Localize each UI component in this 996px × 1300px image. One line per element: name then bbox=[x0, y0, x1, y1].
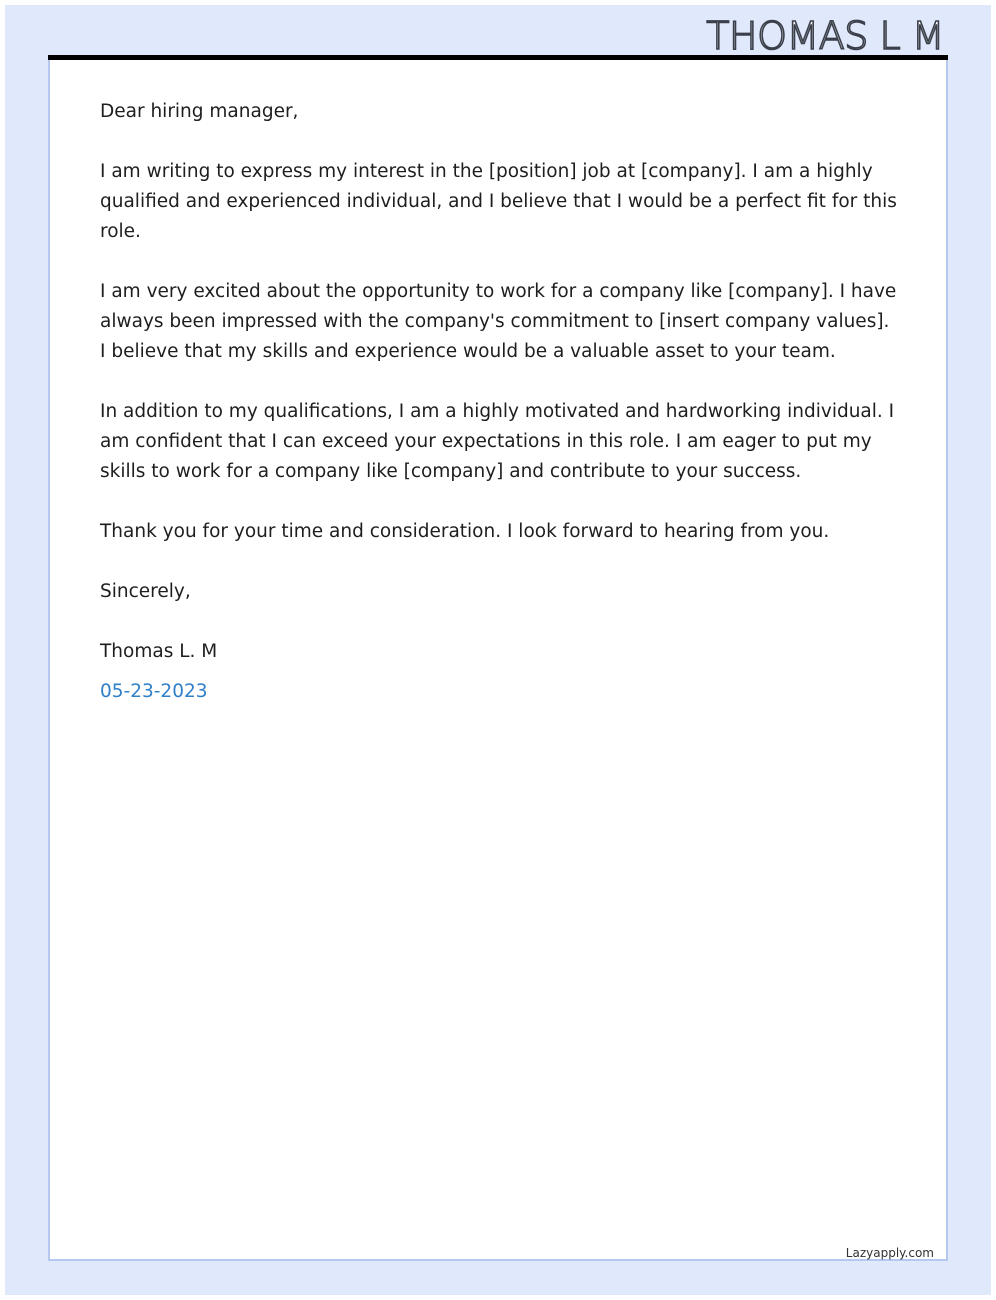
paragraph-4: Thank you for your time and consideration. I look forward to hearing from you. bbox=[100, 521, 830, 542]
paragraph-2: I am very excited about the opportunity to work for a company like [company]. I have always been impressed with the company's commitment to [insert company values]. I believe that my skills and experience would be a valuable asset to your team. bbox=[100, 281, 897, 362]
paragraph-1: I am writing to express my interest in the [position] job at [company]. I am a highly qualified and experienced individual, and I believe that I would be a perfect fit for this role. bbox=[100, 161, 897, 242]
letter-date: 05-23-2023 bbox=[100, 681, 208, 702]
cover-letter-body bbox=[100, 97, 900, 707]
paragraph-3: In addition to my qualifications, I am a highly motivated and hardworking individual. I am confident that I can exceed your expectations in this role. I am eager to put my skills to work for a company like [company] and contribute to your success. bbox=[100, 401, 895, 482]
closing: Sincerely, bbox=[100, 581, 191, 602]
applicant-name-heading: THOMAS L M bbox=[706, 14, 944, 58]
salutation: Dear hiring manager, bbox=[100, 101, 299, 122]
signature: Thomas L. M bbox=[100, 641, 218, 662]
footer-brand: Lazyapply.com bbox=[845, 1246, 934, 1260]
